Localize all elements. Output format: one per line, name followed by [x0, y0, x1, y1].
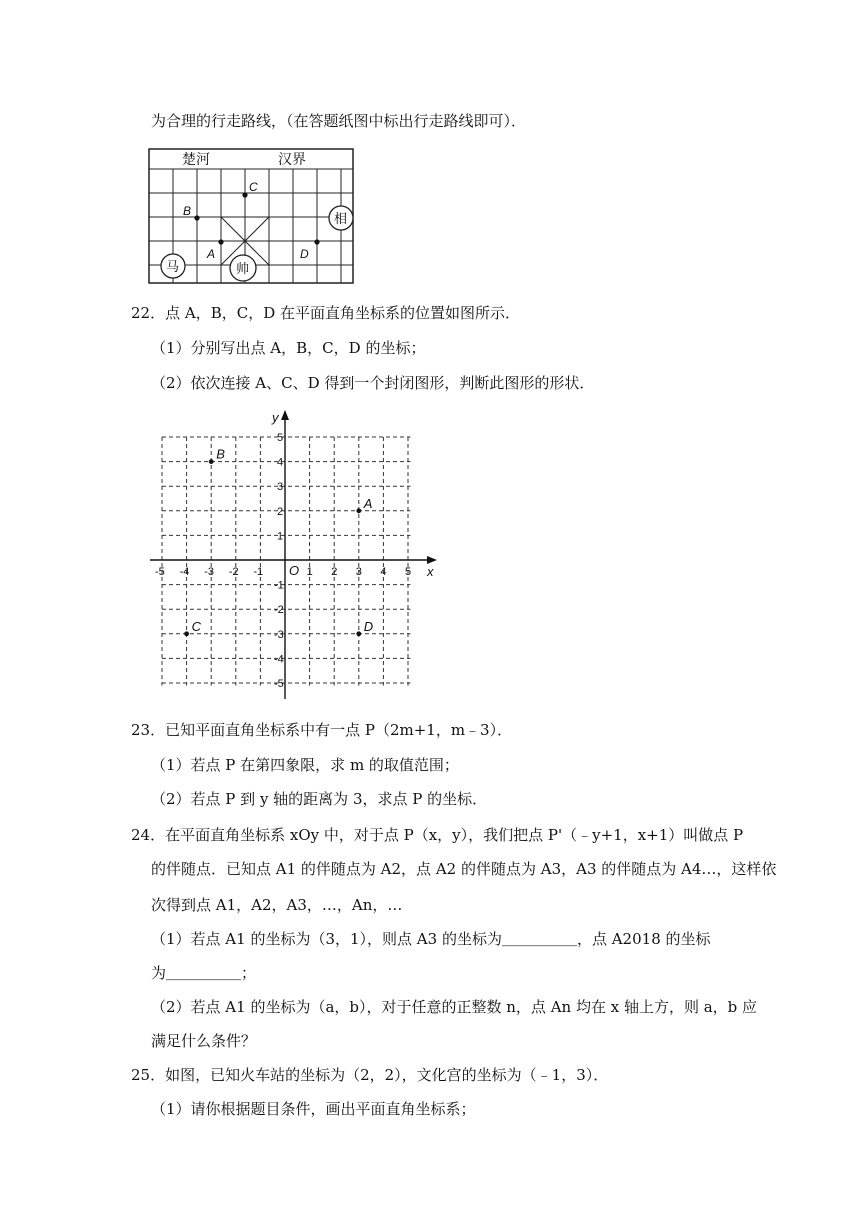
x-tick-label: 5	[405, 566, 412, 578]
q22-stem: 22．点 A，B，C，D 在平面直角坐标系的位置如图所示．	[131, 304, 520, 322]
x-tick-label: -2	[228, 566, 239, 578]
y-axis-label: y	[272, 410, 279, 425]
q25-part1: （1）请你根据题目条件，画出平面直角坐标系；	[151, 1100, 476, 1118]
board-point-c	[242, 192, 247, 197]
xiang-piece-text: 相	[334, 211, 348, 226]
q23-part1: （1）若点 P 在第四象限，求 m 的取值范围；	[151, 756, 459, 774]
river-left-text: 楚河	[182, 151, 210, 167]
y-axis-arrow	[281, 410, 289, 420]
y-tick-label: -5	[274, 678, 284, 690]
board-point-d	[314, 239, 319, 244]
x-axis-label: x	[427, 564, 434, 579]
y-tick-label: 4	[277, 456, 284, 469]
coordinate-grid-svg	[150, 407, 446, 699]
y-tick-label: -4	[274, 653, 284, 666]
point-label-a: A	[363, 495, 373, 511]
river-right-text: 汉界	[278, 151, 306, 167]
board-point-b	[194, 215, 199, 220]
q24-line4: （1）若点 A1 的坐标为（3，1），则点 A3 的坐标为＿＿＿＿＿，点 A2018 的坐标	[151, 930, 711, 948]
point-a	[356, 508, 361, 513]
q22-part1: （1）分别写出点 A，B，C，D 的坐标；	[151, 339, 426, 357]
board-label-d: D	[300, 247, 309, 261]
x-tick-label: 3	[355, 566, 362, 578]
board-label-c: C	[249, 180, 258, 194]
q24-line5: 为＿＿＿＿＿；	[151, 964, 257, 982]
x-tick-label: 2	[331, 566, 338, 578]
y-tick-label: -2	[274, 604, 284, 617]
x-tick-label: -4	[179, 566, 190, 578]
q24-line7: 满足什么条件？	[151, 1032, 257, 1050]
point-label-b: B	[216, 446, 225, 462]
x-tick-label: -3	[204, 566, 214, 578]
x-tick-label: -1	[253, 566, 264, 578]
y-tick-label: -1	[274, 579, 284, 592]
chess-board-svg	[148, 147, 358, 287]
q24-line1: 24．在平面直角坐标系 xOy 中，对于点 P（x，y），我们把点 P'（﹣y+1，x+1）叫做点 P	[131, 826, 744, 844]
q24-line2: 的伴随点．已知点 A1 的伴随点为 A2，点 A2 的伴随点为 A3，A3 的伴随点为 A4…，这样依	[151, 860, 777, 878]
x-tick-label: 4	[380, 566, 387, 578]
y-tick-label: 2	[277, 505, 284, 518]
ma-piece-text: 马	[166, 259, 180, 274]
point-c	[184, 631, 189, 636]
origin-label: O	[289, 563, 300, 578]
x-tick-label: 1	[306, 566, 313, 578]
q22-part2: （2）依次连接 A、C、D 得到一个封闭图形，判断此图形的形状．	[151, 374, 595, 392]
y-tick-label: 3	[277, 481, 284, 494]
q24-line3: 次得到点 A1，A2，A3，…，An，…	[151, 896, 403, 914]
shuai-piece-text: 帅	[236, 261, 250, 276]
chess-board-figure	[148, 147, 358, 291]
q21-tail-text: 为合理的行走路线，（在答题纸图中标出行走路线即可）．	[151, 112, 527, 130]
q23-part2: （2）若点 P 到 y 轴的距离为 3，求点 P 的坐标．	[151, 790, 488, 808]
board-label-b: B	[183, 204, 192, 218]
point-label-d: D	[363, 618, 374, 634]
point-label-c: C	[191, 618, 201, 634]
q23-stem: 23．已知平面直角坐标系中有一点 P（2m+1，m﹣3）．	[131, 721, 513, 739]
point-b	[209, 459, 214, 464]
board-point-a	[218, 239, 223, 244]
board-label-a: A	[207, 247, 216, 261]
x-tick-label: -5	[155, 566, 165, 578]
q25-stem: 25．如图，已知火车站的坐标为（2，2），文化宫的坐标为（﹣1，3）．	[131, 1066, 609, 1084]
point-d	[356, 631, 361, 636]
y-tick-label: 5	[277, 432, 284, 444]
y-tick-label: -3	[274, 628, 284, 641]
q24-line6: （2）若点 A1 的坐标为（a，b），对于任意的正整数 n，点 An 均在 x 轴上方，则 a，b 应	[151, 998, 758, 1016]
y-tick-label: 1	[277, 530, 284, 543]
coordinate-grid-figure	[150, 407, 446, 703]
x-axis-arrow	[427, 556, 437, 564]
